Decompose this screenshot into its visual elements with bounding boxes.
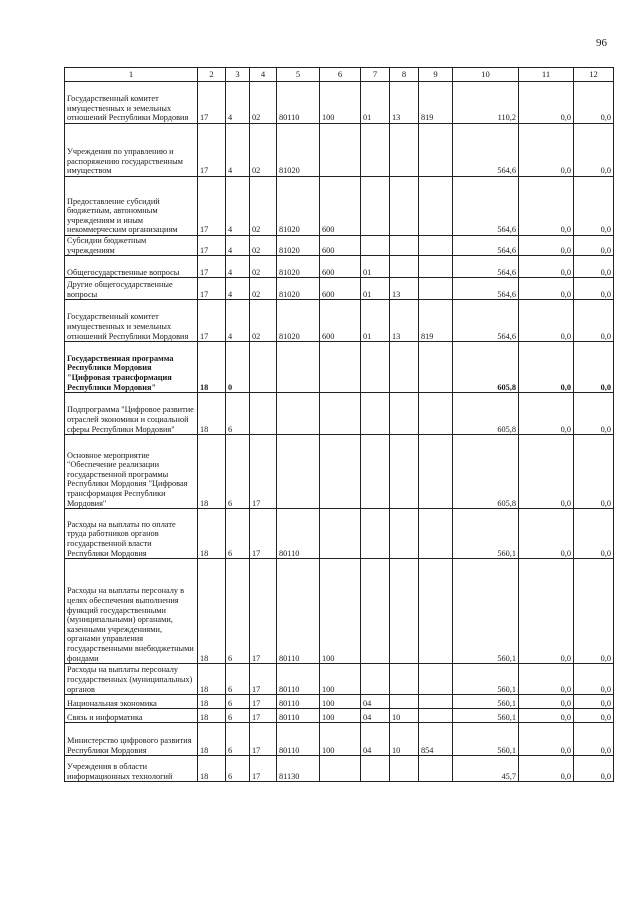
row-name: Общегосударственные вопросы bbox=[65, 256, 198, 278]
cell-col8 bbox=[390, 664, 419, 695]
cell-col9 bbox=[419, 509, 453, 559]
cell-col6: 600 bbox=[320, 256, 361, 278]
cell-col8 bbox=[390, 124, 419, 177]
page-number: 96 bbox=[596, 37, 607, 49]
cell-col9 bbox=[419, 559, 453, 664]
cell-col12: 0,0 bbox=[574, 342, 614, 393]
cell-col7 bbox=[361, 435, 390, 509]
cell-col4: 02 bbox=[250, 236, 277, 256]
cell-col12: 0,0 bbox=[574, 723, 614, 756]
cell-col4: 02 bbox=[250, 256, 277, 278]
cell-col11: 0,0 bbox=[519, 82, 574, 124]
cell-col3: 6 bbox=[226, 756, 250, 782]
cell-col2: 17 bbox=[198, 256, 226, 278]
cell-col9 bbox=[419, 709, 453, 723]
cell-col2: 18 bbox=[198, 393, 226, 435]
cell-col9 bbox=[419, 278, 453, 300]
header-row bbox=[65, 68, 614, 82]
cell-col7 bbox=[361, 509, 390, 559]
cell-col9: 819 bbox=[419, 82, 453, 124]
table-row bbox=[65, 82, 614, 124]
cell-col10: 560,1 bbox=[453, 559, 519, 664]
cell-col9: 854 bbox=[419, 723, 453, 756]
table-row bbox=[65, 256, 614, 278]
cell-col10: 45,7 bbox=[453, 756, 519, 782]
cell-col10: 564,6 bbox=[453, 124, 519, 177]
cell-col9 bbox=[419, 177, 453, 236]
cell-col10: 560,1 bbox=[453, 709, 519, 723]
cell-col3: 6 bbox=[226, 695, 250, 709]
col-header: 2 bbox=[198, 68, 226, 82]
cell-col4: 02 bbox=[250, 124, 277, 177]
col-header: 12 bbox=[574, 68, 614, 82]
cell-col12: 0,0 bbox=[574, 393, 614, 435]
cell-col3: 4 bbox=[226, 300, 250, 342]
cell-col7: 01 bbox=[361, 256, 390, 278]
cell-col5: 81020 bbox=[277, 236, 320, 256]
table-row bbox=[65, 756, 614, 782]
row-name: Расходы на выплаты по оплате труда работников органов государственной власти Республики Мордовия bbox=[65, 509, 198, 559]
cell-col8 bbox=[390, 509, 419, 559]
table-row bbox=[65, 709, 614, 723]
cell-col11: 0,0 bbox=[519, 509, 574, 559]
cell-col10: 560,1 bbox=[453, 664, 519, 695]
cell-col2: 17 bbox=[198, 278, 226, 300]
cell-col5 bbox=[277, 342, 320, 393]
cell-col8 bbox=[390, 435, 419, 509]
cell-col12: 0,0 bbox=[574, 82, 614, 124]
table-row bbox=[65, 342, 614, 393]
col-header: 11 bbox=[519, 68, 574, 82]
col-header: 5 bbox=[277, 68, 320, 82]
cell-col11: 0,0 bbox=[519, 177, 574, 236]
table-row bbox=[65, 300, 614, 342]
cell-col3: 4 bbox=[226, 236, 250, 256]
cell-col12: 0,0 bbox=[574, 709, 614, 723]
cell-col11: 0,0 bbox=[519, 124, 574, 177]
cell-col11: 0,0 bbox=[519, 236, 574, 256]
row-name: Другие общегосударственные вопросы bbox=[65, 278, 198, 300]
cell-col3: 4 bbox=[226, 124, 250, 177]
cell-col5: 80110 bbox=[277, 509, 320, 559]
cell-col3: 4 bbox=[226, 278, 250, 300]
cell-col4: 17 bbox=[250, 756, 277, 782]
cell-col6: 600 bbox=[320, 236, 361, 256]
row-name: Национальная экономика bbox=[65, 695, 198, 709]
cell-col5: 81020 bbox=[277, 300, 320, 342]
cell-col9 bbox=[419, 756, 453, 782]
cell-col5: 81020 bbox=[277, 278, 320, 300]
cell-col2: 18 bbox=[198, 342, 226, 393]
cell-col3: 6 bbox=[226, 509, 250, 559]
row-name: Государственный комитет имущественных и земельных отношений Республики Мордовия bbox=[65, 82, 198, 124]
table-row bbox=[65, 177, 614, 236]
cell-col6: 600 bbox=[320, 300, 361, 342]
cell-col3: 4 bbox=[226, 256, 250, 278]
cell-col8: 10 bbox=[390, 723, 419, 756]
cell-col6: 100 bbox=[320, 664, 361, 695]
cell-col3: 6 bbox=[226, 393, 250, 435]
row-name: Государственная программа Республики Мордовия "Цифровая трансформация Республики Мордовия" bbox=[65, 342, 198, 393]
cell-col8 bbox=[390, 695, 419, 709]
row-name: Основное мероприятие "Обеспечение реализации государственной программы Республики Мордовия "Цифровая трансформация Республики Мордовия" bbox=[65, 435, 198, 509]
cell-col8 bbox=[390, 177, 419, 236]
cell-col10: 560,1 bbox=[453, 723, 519, 756]
cell-col7 bbox=[361, 177, 390, 236]
cell-col3: 4 bbox=[226, 177, 250, 236]
cell-col4: 02 bbox=[250, 82, 277, 124]
cell-col3: 6 bbox=[226, 435, 250, 509]
cell-col2: 17 bbox=[198, 236, 226, 256]
cell-col5: 80110 bbox=[277, 723, 320, 756]
cell-col6 bbox=[320, 342, 361, 393]
cell-col6 bbox=[320, 435, 361, 509]
cell-col11: 0,0 bbox=[519, 278, 574, 300]
cell-col7 bbox=[361, 559, 390, 664]
col-header: 9 bbox=[419, 68, 453, 82]
cell-col2: 17 bbox=[198, 300, 226, 342]
cell-col10: 605,8 bbox=[453, 435, 519, 509]
cell-col7: 04 bbox=[361, 723, 390, 756]
cell-col6 bbox=[320, 124, 361, 177]
cell-col11: 0,0 bbox=[519, 756, 574, 782]
cell-col2: 18 bbox=[198, 664, 226, 695]
cell-col11: 0,0 bbox=[519, 695, 574, 709]
cell-col7: 01 bbox=[361, 82, 390, 124]
cell-col4: 17 bbox=[250, 559, 277, 664]
cell-col2: 18 bbox=[198, 723, 226, 756]
table-row bbox=[65, 509, 614, 559]
table-row bbox=[65, 664, 614, 695]
cell-col6 bbox=[320, 756, 361, 782]
cell-col10: 564,6 bbox=[453, 278, 519, 300]
cell-col3: 6 bbox=[226, 723, 250, 756]
cell-col12: 0,0 bbox=[574, 124, 614, 177]
row-name: Министерство цифрового развития Республики Мордовия bbox=[65, 723, 198, 756]
cell-col2: 18 bbox=[198, 709, 226, 723]
cell-col7: 04 bbox=[361, 709, 390, 723]
cell-col7 bbox=[361, 124, 390, 177]
col-header: 6 bbox=[320, 68, 361, 82]
cell-col5: 81020 bbox=[277, 124, 320, 177]
cell-col10: 564,6 bbox=[453, 256, 519, 278]
cell-col9 bbox=[419, 342, 453, 393]
cell-col12: 0,0 bbox=[574, 559, 614, 664]
table-row bbox=[65, 723, 614, 756]
cell-col4 bbox=[250, 342, 277, 393]
cell-col9 bbox=[419, 393, 453, 435]
table-row bbox=[65, 124, 614, 177]
cell-col11: 0,0 bbox=[519, 723, 574, 756]
cell-col6: 100 bbox=[320, 709, 361, 723]
cell-col5: 80110 bbox=[277, 709, 320, 723]
cell-col4: 17 bbox=[250, 435, 277, 509]
cell-col7 bbox=[361, 342, 390, 393]
table-row bbox=[65, 393, 614, 435]
cell-col5: 80110 bbox=[277, 559, 320, 664]
cell-col4: 17 bbox=[250, 664, 277, 695]
table-row bbox=[65, 236, 614, 256]
cell-col6: 100 bbox=[320, 82, 361, 124]
cell-col9: 819 bbox=[419, 300, 453, 342]
cell-col12: 0,0 bbox=[574, 695, 614, 709]
col-header: 3 bbox=[226, 68, 250, 82]
cell-col3: 6 bbox=[226, 709, 250, 723]
cell-col2: 18 bbox=[198, 435, 226, 509]
cell-col7: 01 bbox=[361, 300, 390, 342]
cell-col12: 0,0 bbox=[574, 300, 614, 342]
cell-col7 bbox=[361, 664, 390, 695]
cell-col6: 100 bbox=[320, 723, 361, 756]
cell-col9 bbox=[419, 124, 453, 177]
cell-col11: 0,0 bbox=[519, 393, 574, 435]
cell-col10: 605,8 bbox=[453, 393, 519, 435]
cell-col4: 17 bbox=[250, 509, 277, 559]
cell-col10: 110,2 bbox=[453, 82, 519, 124]
cell-col5: 80110 bbox=[277, 695, 320, 709]
cell-col3: 0 bbox=[226, 342, 250, 393]
cell-col2: 18 bbox=[198, 695, 226, 709]
cell-col12: 0,0 bbox=[574, 278, 614, 300]
cell-col11: 0,0 bbox=[519, 256, 574, 278]
cell-col8: 13 bbox=[390, 82, 419, 124]
cell-col12: 0,0 bbox=[574, 435, 614, 509]
cell-col7 bbox=[361, 756, 390, 782]
cell-col12: 0,0 bbox=[574, 509, 614, 559]
cell-col3: 4 bbox=[226, 82, 250, 124]
cell-col8 bbox=[390, 756, 419, 782]
cell-col9 bbox=[419, 256, 453, 278]
cell-col8: 10 bbox=[390, 709, 419, 723]
cell-col9 bbox=[419, 236, 453, 256]
cell-col3: 6 bbox=[226, 559, 250, 664]
cell-col11: 0,0 bbox=[519, 342, 574, 393]
cell-col8 bbox=[390, 559, 419, 664]
cell-col6 bbox=[320, 393, 361, 435]
col-header: 10 bbox=[453, 68, 519, 82]
cell-col4: 02 bbox=[250, 300, 277, 342]
cell-col5: 81020 bbox=[277, 177, 320, 236]
cell-col12: 0,0 bbox=[574, 256, 614, 278]
cell-col9 bbox=[419, 435, 453, 509]
cell-col6 bbox=[320, 509, 361, 559]
table-row bbox=[65, 278, 614, 300]
row-name: Учреждения в области информационных технологий bbox=[65, 756, 198, 782]
cell-col12: 0,0 bbox=[574, 664, 614, 695]
cell-col7: 04 bbox=[361, 695, 390, 709]
cell-col10: 560,1 bbox=[453, 509, 519, 559]
cell-col4: 02 bbox=[250, 278, 277, 300]
cell-col6: 600 bbox=[320, 177, 361, 236]
cell-col8: 13 bbox=[390, 278, 419, 300]
cell-col3: 6 bbox=[226, 664, 250, 695]
cell-col11: 0,0 bbox=[519, 435, 574, 509]
cell-col10: 564,6 bbox=[453, 236, 519, 256]
cell-col10: 560,1 bbox=[453, 695, 519, 709]
row-name: Расходы на выплаты персоналу в целях обеспечения выполнения функций государственными (муниципальными) органами, казенными учреждениями, органами управления государственными внебюджетными фондами bbox=[65, 559, 198, 664]
cell-col5 bbox=[277, 393, 320, 435]
cell-col9 bbox=[419, 664, 453, 695]
cell-col7 bbox=[361, 236, 390, 256]
row-name: Учреждения по управлению и распоряжению государственным имуществом bbox=[65, 124, 198, 177]
cell-col5 bbox=[277, 435, 320, 509]
cell-col2: 17 bbox=[198, 177, 226, 236]
cell-col5: 80110 bbox=[277, 664, 320, 695]
cell-col6: 100 bbox=[320, 695, 361, 709]
cell-col8: 13 bbox=[390, 300, 419, 342]
cell-col4: 17 bbox=[250, 723, 277, 756]
cell-col2: 18 bbox=[198, 559, 226, 664]
col-header: 8 bbox=[390, 68, 419, 82]
cell-col2: 18 bbox=[198, 756, 226, 782]
cell-col12: 0,0 bbox=[574, 177, 614, 236]
col-header: 7 bbox=[361, 68, 390, 82]
row-name: Подпрограмма "Цифровое развитие отраслей экономики и социальной сферы Республики Мордовия" bbox=[65, 393, 198, 435]
cell-col4 bbox=[250, 393, 277, 435]
row-name: Государственный комитет имущественных и земельных отношений Республики Мордовия bbox=[65, 300, 198, 342]
table-row bbox=[65, 559, 614, 664]
cell-col11: 0,0 bbox=[519, 709, 574, 723]
cell-col5: 80110 bbox=[277, 82, 320, 124]
row-name: Связь и информатика bbox=[65, 709, 198, 723]
cell-col2: 17 bbox=[198, 82, 226, 124]
cell-col12: 0,0 bbox=[574, 756, 614, 782]
cell-col4: 17 bbox=[250, 709, 277, 723]
cell-col4: 02 bbox=[250, 177, 277, 236]
cell-col10: 564,6 bbox=[453, 300, 519, 342]
cell-col9 bbox=[419, 695, 453, 709]
cell-col7 bbox=[361, 393, 390, 435]
cell-col10: 564,6 bbox=[453, 177, 519, 236]
cell-col5: 81130 bbox=[277, 756, 320, 782]
cell-col12: 0,0 bbox=[574, 236, 614, 256]
cell-col8 bbox=[390, 256, 419, 278]
cell-col11: 0,0 bbox=[519, 559, 574, 664]
cell-col8 bbox=[390, 342, 419, 393]
col-header: 1 bbox=[65, 68, 198, 82]
cell-col8 bbox=[390, 236, 419, 256]
cell-col8 bbox=[390, 393, 419, 435]
cell-col11: 0,0 bbox=[519, 664, 574, 695]
row-name: Предоставление субсидий бюджетным, автономным учреждениям и иным некоммерческим организациям bbox=[65, 177, 198, 236]
row-name: Субсидии бюджетным учреждениям bbox=[65, 236, 198, 256]
cell-col2: 17 bbox=[198, 124, 226, 177]
cell-col2: 18 bbox=[198, 509, 226, 559]
cell-col6: 600 bbox=[320, 278, 361, 300]
cell-col10: 605,8 bbox=[453, 342, 519, 393]
row-name: Расходы на выплаты персоналу государственных (муниципальных) органов bbox=[65, 664, 198, 695]
cell-col7: 01 bbox=[361, 278, 390, 300]
cell-col4: 17 bbox=[250, 695, 277, 709]
cell-col11: 0,0 bbox=[519, 300, 574, 342]
table-row bbox=[65, 435, 614, 509]
col-header: 4 bbox=[250, 68, 277, 82]
budget-table bbox=[64, 67, 614, 782]
table-row bbox=[65, 695, 614, 709]
cell-col6: 100 bbox=[320, 559, 361, 664]
cell-col5: 81020 bbox=[277, 256, 320, 278]
